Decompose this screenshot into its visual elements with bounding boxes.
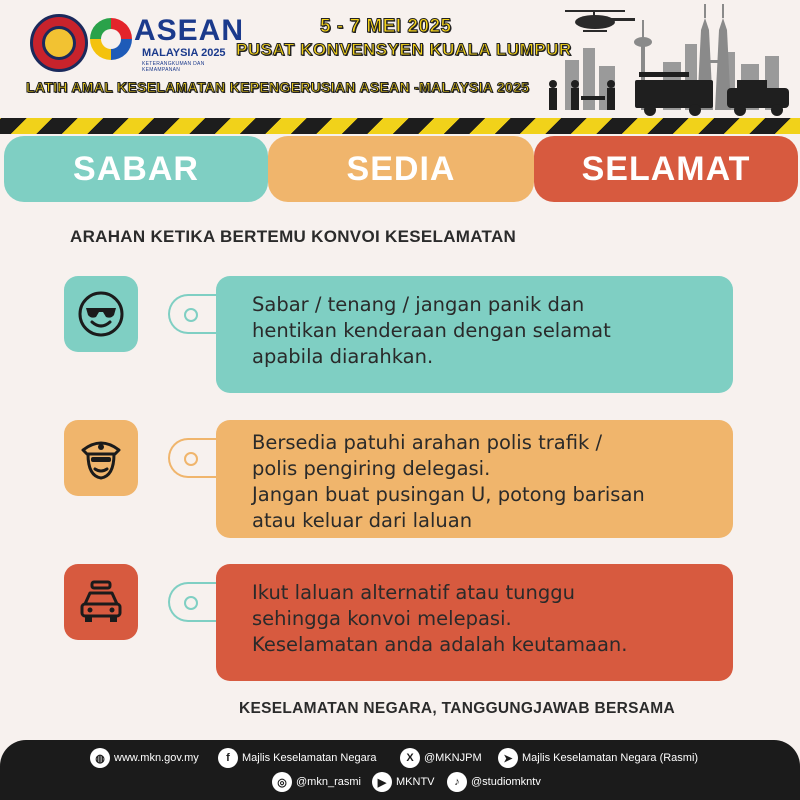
event-date: 5 - 7 MEI 2025 [320, 16, 452, 37]
asean-logo-word: ASEAN [134, 14, 245, 47]
instagram-label: @mkn_rasmi [296, 776, 361, 788]
tiktok-icon: ♪ [447, 772, 467, 792]
facebook-icon: f [218, 748, 238, 768]
instagram-link[interactable] [272, 772, 361, 792]
instagram-icon: ◎ [272, 772, 292, 792]
asean-logo-sub: MALAYSIA 2025 [142, 47, 226, 59]
calm-face-sunglasses-icon [64, 276, 138, 352]
tab-selamat: SELAMAT [534, 136, 798, 202]
asean-logo-tagline: KETERANGKUMAN DAN KEMAMPANAN [142, 61, 205, 73]
telegram-icon: ➤ [498, 748, 518, 768]
instruction-text-2: Bersedia patuhi arahan polis trafik / polis pengiring delegasi. Jangan buat pusingan U, potong barisan atau keluar dari laluan [252, 431, 645, 532]
x-icon: X [400, 748, 420, 768]
tiktok-link[interactable] [447, 772, 541, 792]
header-banner [0, 0, 800, 118]
caution-tape-divider [0, 118, 800, 134]
youtube-icon: ▶ [372, 772, 392, 792]
main-heading: ARAHAN KETIKA BERTEMU KONVOI KESELAMATAN [70, 227, 517, 246]
website-link[interactable] [90, 748, 199, 768]
youtube-label: MKNTV [396, 776, 435, 788]
tab-sedia: SEDIA [268, 136, 534, 202]
instruction-card-3 [216, 564, 733, 681]
facebook-label: Majlis Keselamatan Negara [242, 752, 377, 764]
telegram-link[interactable] [498, 748, 698, 768]
police-car-icon [64, 564, 138, 640]
youtube-link[interactable] [372, 772, 435, 792]
city-emergency-scene-illustration [545, 0, 800, 118]
event-venue: PUSAT KONVENSYEN KUALA LUMPUR [236, 40, 572, 59]
footer-social-bar [0, 740, 800, 800]
globe-icon: ◍ [90, 748, 110, 768]
x-label: @MKNJPM [424, 752, 482, 764]
footer-tagline: KESELAMATAN NEGARA, TANGGUNGJAWAB BERSAMA [239, 700, 675, 717]
instruction-card-2 [216, 420, 733, 538]
instruction-text-3: Ikut laluan alternatif atau tunggu sehingga konvoi melepasi. Keselamatan anda adalah keutamaan. [252, 581, 628, 656]
facebook-link[interactable] [218, 748, 377, 768]
event-title: LATIH AMAL KESELAMATAN KEPENGERUSIAN ASEAN -MALAYSIA 2025 [26, 79, 530, 95]
asean-swirl-icon [90, 18, 132, 60]
instruction-card-1 [216, 276, 733, 393]
x-link[interactable] [400, 748, 482, 768]
tab-sabar: SABAR [4, 136, 268, 202]
website-label: www.mkn.gov.my [114, 752, 199, 764]
tiktok-label: @studiomkntv [471, 776, 541, 788]
mkn-logo [30, 14, 88, 72]
instruction-text-1: Sabar / tenang / jangan panik dan hentikan kenderaan dengan selamat apabila diarahkan. [252, 293, 611, 368]
police-officer-icon [64, 420, 138, 496]
telegram-label: Majlis Keselamatan Negara (Rasmi) [522, 752, 699, 764]
asean-malaysia-2025-logo [90, 14, 245, 74]
